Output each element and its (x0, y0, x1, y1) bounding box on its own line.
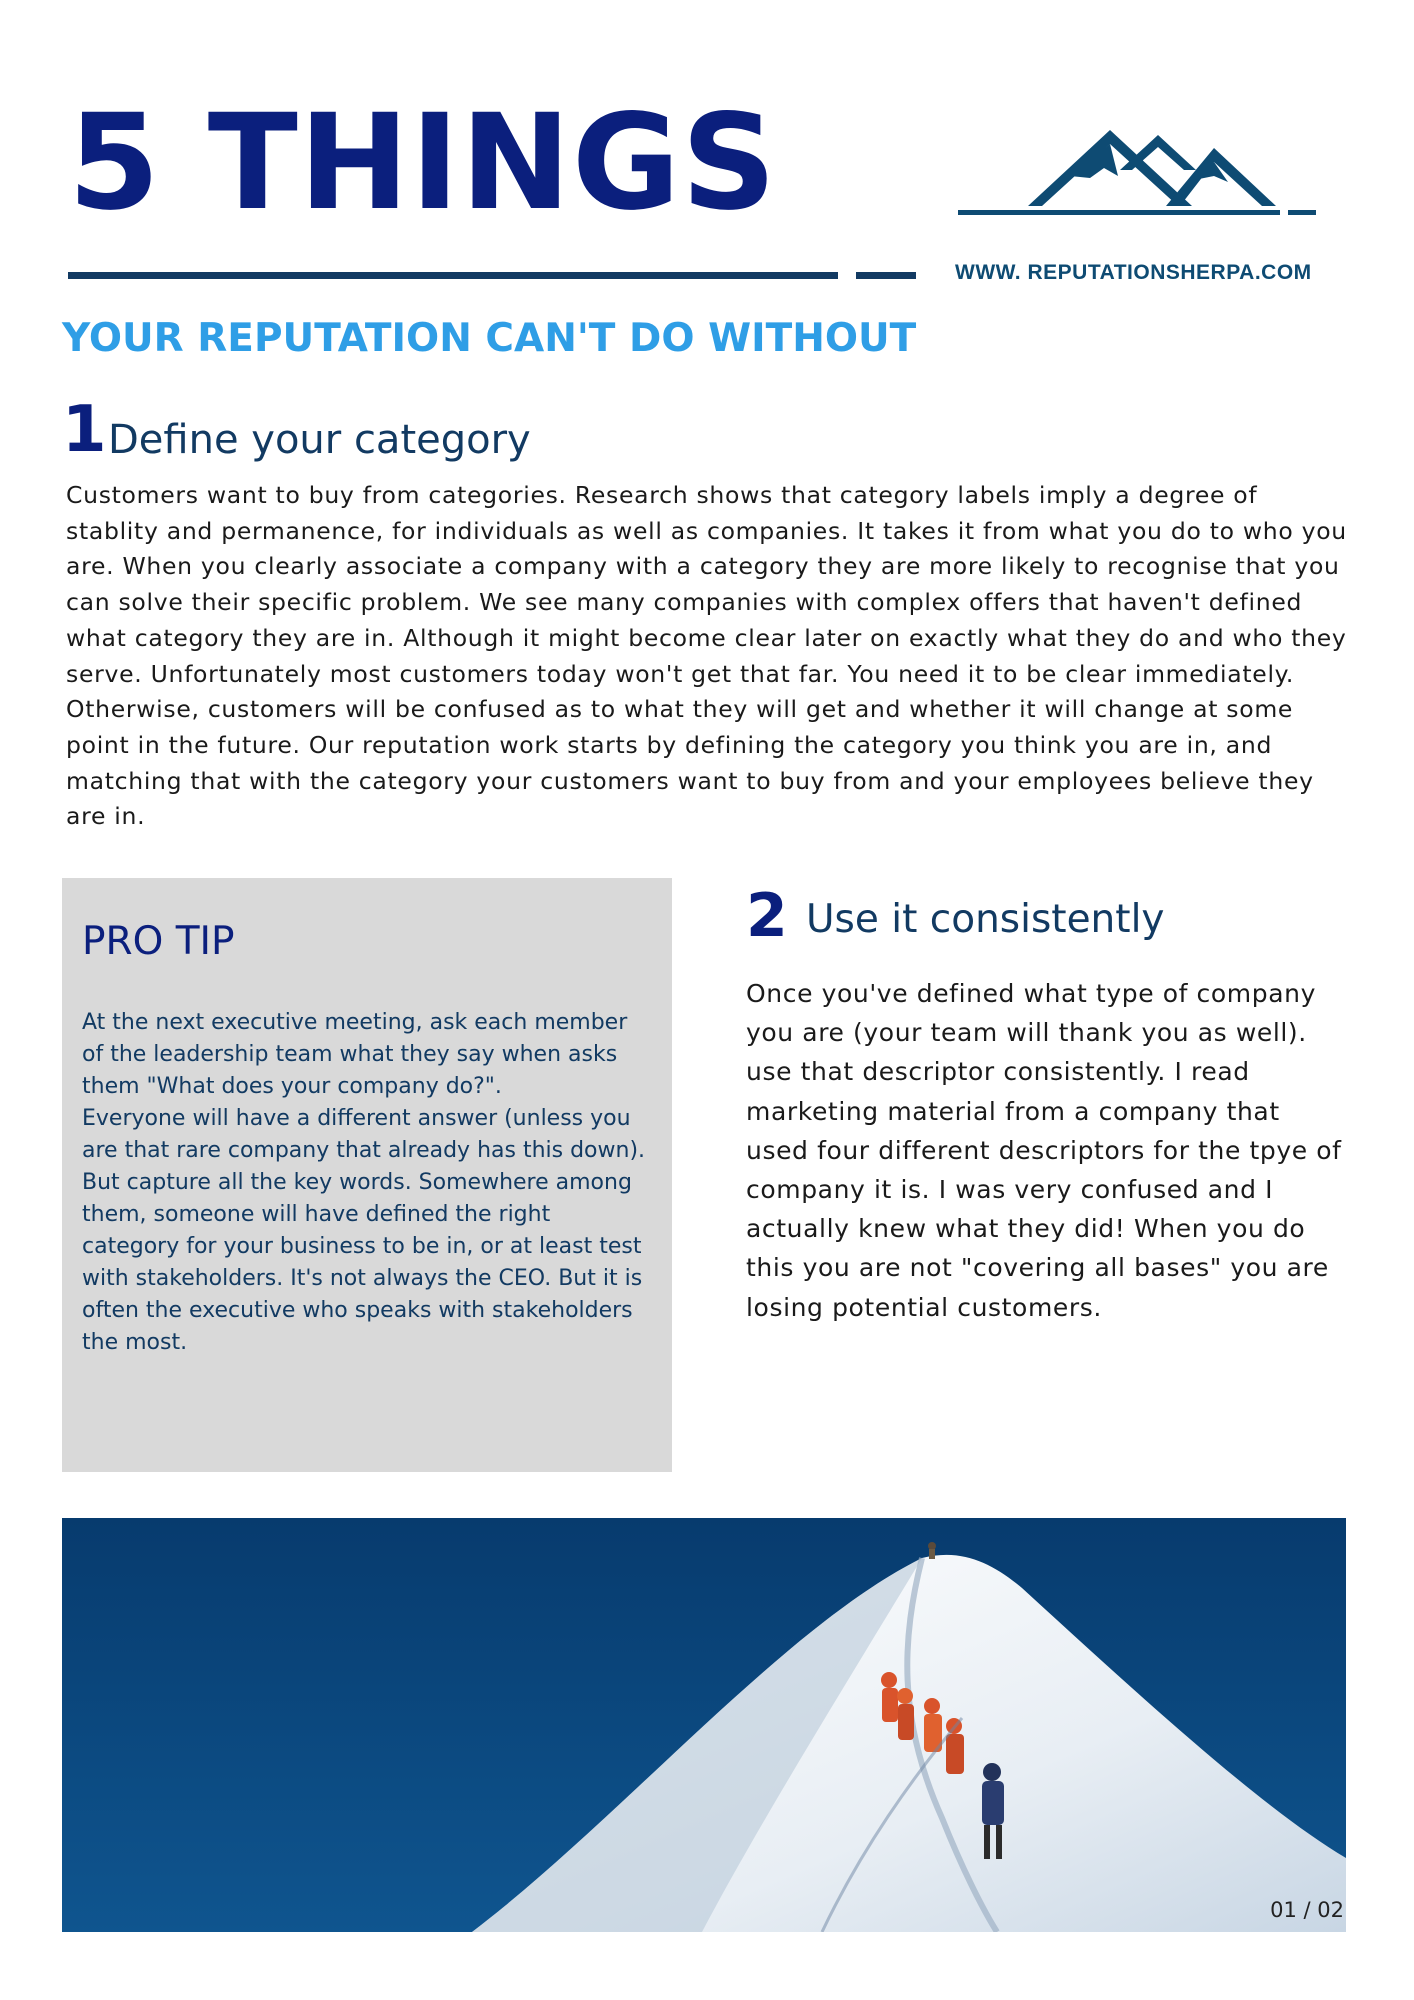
website-link[interactable]: WWW. REPUTATIONSHERPA.COM (955, 261, 1312, 284)
mountain-logo-icon (958, 120, 1358, 220)
pro-tip-body (82, 1007, 652, 1359)
title-underline (68, 272, 838, 279)
page-number: 01 / 02 (1270, 1898, 1344, 1922)
pro-tip-title: PRO TIP (82, 919, 235, 964)
pro-tip-paragraph: But capture all the key words. Somewhere among them, someone will have defined the right category for your business to be in, or at least test with stakeholders. It's not always the CEO. But it is often the executive who speaks with stakeholders the most. (82, 1170, 643, 1355)
section-2-number: 2 (746, 881, 788, 951)
pro-tip-paragraph: Everyone will have a different answer (unless you are that rare company that already has this down). (82, 1106, 646, 1163)
section-2-title: Use it consistently (806, 897, 1165, 942)
page-subtitle: YOUR REPUTATION CAN'T DO WITHOUT (62, 316, 917, 361)
section-1-body: Customers want to buy from categories. Research shows that category labels imply a degree of stablity and permanence, for individuals as well as companies. It takes it from what you do to who you are. When you clearly associate a company with a category they are more likely to recognise that you can solve their specific problem. We see many companies with complex offers that haven't defined what category they are in. Although it might become clear later on exactly what they do and who they serve. Unfortunately most customers today won't get that far. You need it to be clear immediately. Otherwise, customers will be confused as to what they will get and whether it will change at some point in the future. Our reputation work starts by defining the category you think you are in, and matching that with the category your customers want to buy from and your employees believe they are in. (66, 481, 1347, 831)
section-1-number: 1 (62, 393, 107, 467)
pro-tip-paragraph: At the next executive meeting, ask each member of the leadership team what they say when asks them "What does your company do?". (82, 1010, 628, 1099)
section-2-body: Once you've defined what type of company you are (your team will thank you as well). use that descriptor consistently. I read marketing material from a company that used four different descriptors for the tpye of company it is. I was very confused and I actually knew what they did! When you do this you are not "covering all bases" you are losing potential customers. (746, 979, 1342, 1322)
mountain-climbers-photo (62, 1518, 1346, 1932)
title-underline-dash (856, 272, 916, 279)
section-1-title: Define your category (108, 417, 531, 463)
page-title: 5 THINGS (68, 86, 778, 240)
